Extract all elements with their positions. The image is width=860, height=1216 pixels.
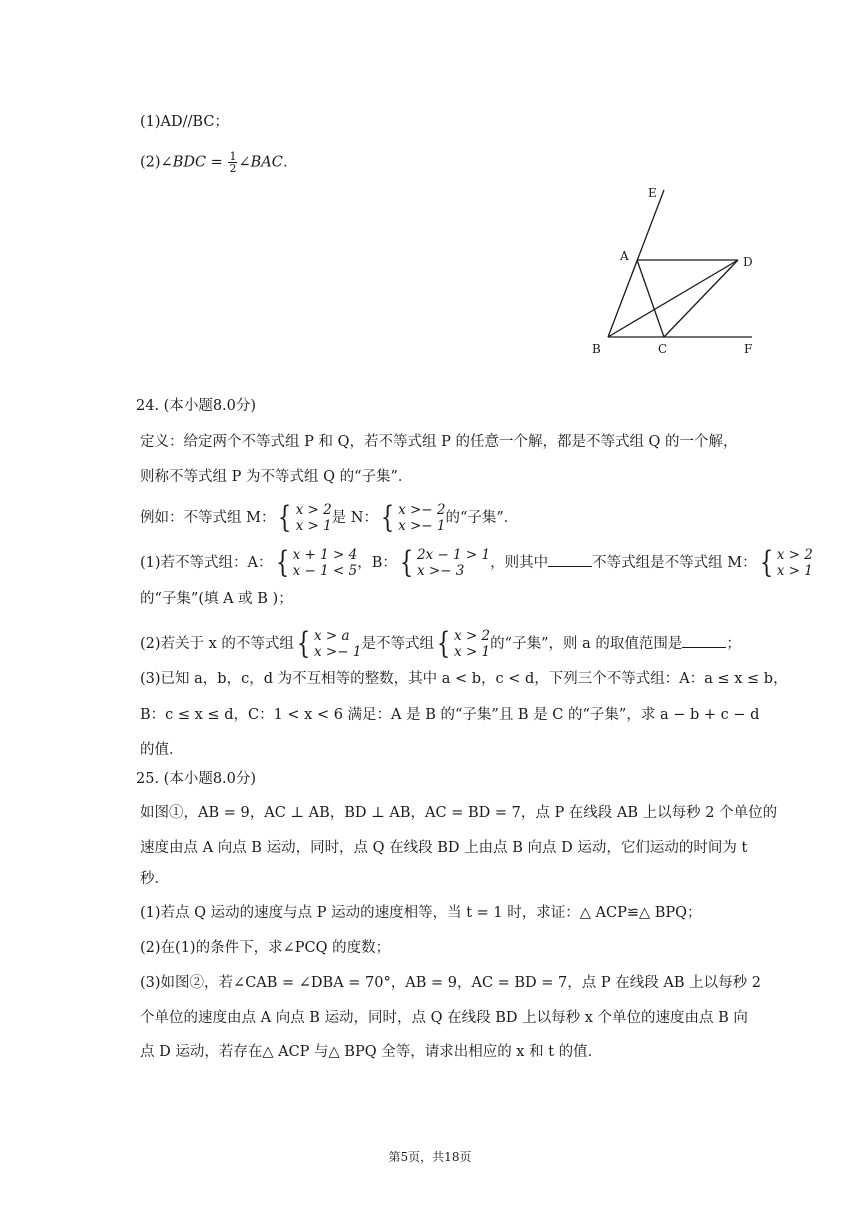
q24-part3-line1: (3)已知 a，b，c，d 为不互相等的整数，其中 a < b，c < d，下列三个不等式组：A：a ≤ x ≤ b， bbox=[140, 671, 788, 687]
q25-part2: (2)在(1)的条件下，求∠PCQ 的度数； bbox=[140, 940, 391, 956]
label-D: D bbox=[743, 255, 753, 269]
geometry-figure bbox=[580, 180, 780, 370]
system-A: { x + 1 > 4 x − 1 < 5 bbox=[275, 545, 358, 580]
answer-blank-1 bbox=[548, 552, 592, 567]
label-E: E bbox=[648, 186, 657, 200]
q24-part2: (2)若关于 x 的不等式组 { x > a x >− 1 是不等式组 { x > 2 x > 1 的“子集”，则 a 的取值范围是 ； bbox=[140, 626, 741, 661]
q25-part3-line2: 个单位的速度由点 A 向点 B 运动，同时，点 Q 在线段 BD 上以每秒 x 个单位的速度由点 B 向 bbox=[140, 1010, 748, 1026]
system-M-repeat: { x > 2 x > 1 bbox=[759, 545, 813, 580]
system-M-second: { x > 2 x > 1 bbox=[436, 626, 491, 661]
q25-header: 25. (本小题8.0分) bbox=[136, 771, 257, 787]
system-B: { 2x − 1 > 1 x >− 3 bbox=[399, 545, 491, 580]
fraction-half: $\frac{1}{2}$ bbox=[229, 150, 237, 175]
q24-definition-line2: 则称不等式组 P 为不等式组 Q 的“子集”． bbox=[140, 469, 413, 485]
q24-part3-line3: 的值． bbox=[140, 742, 184, 758]
label-C: C bbox=[658, 342, 668, 356]
segment-AC bbox=[637, 260, 664, 337]
q25-line3: 秒． bbox=[140, 871, 169, 887]
q24-example: 例如：不等式组 M： { x > 2 x > 1 是 N： { x >− 2 x >− 1 的“子集”． bbox=[140, 500, 519, 535]
label-A: A bbox=[620, 249, 629, 263]
system-N: { x >− 2 x >− 1 bbox=[380, 500, 446, 535]
q23-part2: (2)∠BDC = $\frac{1}{2}$ ∠BAC． bbox=[140, 150, 298, 175]
q25-line2: 速度由点 A 向点 B 运动，同时，点 Q 在线段 BD 上由点 B 向点 D 运动，它们运动的时间为 t bbox=[140, 840, 748, 856]
q24-part1-line1: (1)若不等式组：A： { x + 1 > 4 x − 1 < 5 ，B： { 2x − 1 > 1 x >− 3 ，则其中 不等式组是不等式组 M： { x > 2 x > 1 bbox=[140, 545, 813, 580]
q24-header: 24. (本小题8.0分) bbox=[136, 398, 257, 414]
segment-BD bbox=[608, 260, 738, 337]
page-footer: 第5页，共18页 bbox=[388, 1150, 472, 1164]
q23-part1: (1)AD//BC； bbox=[140, 114, 229, 130]
q24-part1-line2: 的“子集”(填 A 或 B )； bbox=[140, 591, 293, 607]
q25-part3-line1: (3)如图②，若∠CAB = ∠DBA = 70°，AB = 9，AC = BD = 7，点 P 在线段 AB 上以每秒 2 bbox=[140, 975, 761, 991]
label-B: B bbox=[592, 342, 601, 356]
q24-part3-line2: B：c ≤ x ≤ d，C：1 < x < 6 满足：A 是 B 的“子集”且 B 是 C 的“子集”，求 a − b + c − d bbox=[140, 707, 760, 723]
answer-blank-2 bbox=[682, 633, 726, 648]
q25-part3-line3: 点 D 运动，若存在△ ACP 与△ BPQ 全等，请求出相应的 x 和 t 的值． bbox=[140, 1044, 603, 1060]
label-F: F bbox=[744, 342, 753, 356]
q25-line1: 如图①，AB = 9，AC ⊥ AB，BD ⊥ AB，AC = BD = 7，点 P 在线段 AB 上以每秒 2 个单位的 bbox=[140, 805, 778, 821]
system-xa: { x > a x >− 1 bbox=[296, 626, 362, 661]
q25-part1: (1)若点 Q 运动的速度与点 P 运动的速度相等，当 t = 1 时，求证：△ ACP≌△ BPQ； bbox=[140, 905, 702, 921]
system-M: { x > 2 x > 1 bbox=[278, 500, 332, 535]
q24-definition-line1: 定义：给定两个不等式组 P 和 Q，若不等式组 P 的任意一个解，都是不等式组 Q 的一个解， bbox=[140, 434, 738, 450]
segment-CD bbox=[664, 260, 738, 337]
